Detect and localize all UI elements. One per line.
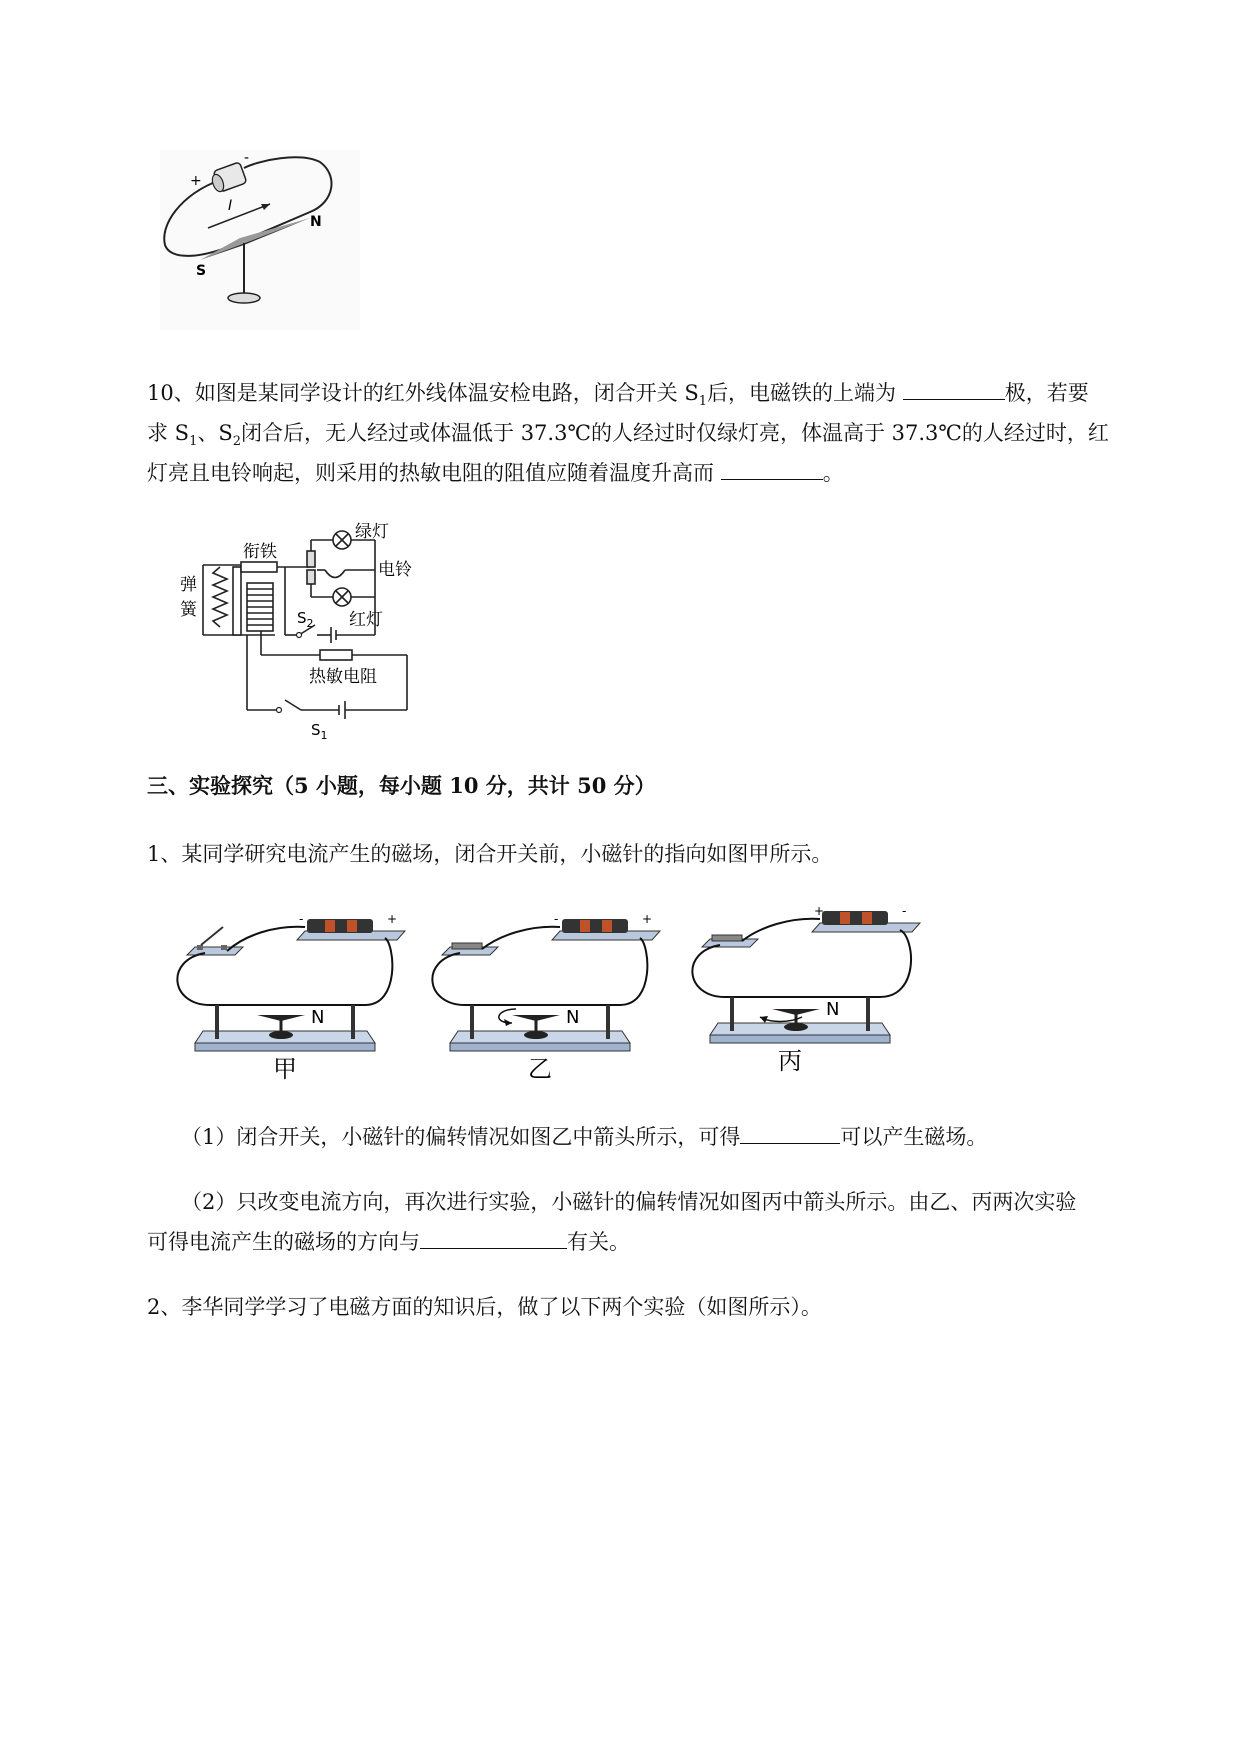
q2-intro: 2、李华同学学习了电磁方面的知识后，做了以下两个实验（如图所示）。 (147, 1295, 822, 1319)
q10-text-h: 。 (822, 461, 844, 485)
north-pole-label: N (310, 214, 322, 230)
armature-label: 衔铁 (243, 542, 277, 562)
bell-label: 电铃 (378, 560, 412, 580)
q1-answer-blank-2[interactable] (420, 1222, 567, 1249)
q1-intro: 1、某同学研究电流产生的磁场，闭合开关前，小磁针的指向如图甲所示。 (147, 842, 833, 866)
q10-text-c: 极，若要 (1004, 381, 1089, 405)
q10-sub-s1b: 1 (189, 434, 198, 450)
s1-label (311, 721, 328, 740)
base-board (710, 997, 890, 1043)
q10-text-d: 求 S (147, 421, 190, 445)
q10-line-3 (147, 453, 844, 493)
spring-label-2: 簧 (180, 600, 197, 620)
q1-sub2-line2 (147, 1222, 630, 1262)
q10-answer-blank-trend[interactable] (721, 453, 823, 480)
plus-sign: + (642, 912, 653, 926)
green-light-label: 绿灯 (355, 522, 389, 542)
s1-letter: S (311, 721, 321, 739)
minus-sign: - (554, 912, 559, 926)
q1-sub1 (181, 1117, 987, 1157)
caption-yi: 乙 (528, 1055, 552, 1083)
north-label: N (826, 999, 840, 1020)
switch-icon (187, 927, 243, 955)
s2-label (297, 609, 314, 630)
base-board (450, 1005, 630, 1051)
experiment-panel-bing (690, 897, 935, 1077)
red-light-label: 红灯 (349, 610, 383, 630)
q1-sub2-line1: （2）只改变电流方向，再次进行实验，小磁针的偏转情况如图丙中箭头所示。由乙、丙两次实验 (181, 1190, 1077, 1214)
q1-sub1-text-a: （1）闭合开关，小磁针的偏转情况如图乙中箭头所示，可得 (181, 1125, 741, 1149)
q1-sub2-text-a: 可得电流产生的磁场的方向与 (147, 1230, 420, 1254)
current-label: I (228, 198, 233, 214)
caption-jia: 甲 (273, 1055, 297, 1083)
s2-subscript: 2 (306, 617, 314, 630)
experiment-panel-yi (430, 905, 670, 1085)
base-board (195, 1005, 375, 1051)
south-pole-label: S (196, 263, 207, 279)
minus-sign: - (299, 912, 304, 926)
q10-text-a: 10、如图是某同学设计的红外线体温安检电路，闭合开关 S (147, 381, 699, 405)
battery-plus-sign: + (190, 173, 202, 189)
q1-sub1-text-b: 可以产生磁场。 (840, 1125, 988, 1149)
spring-label-1: 弹 (180, 575, 197, 595)
q10-text-g: 灯亮且电铃响起，则采用的热敏电阻的阻值应随着温度升高而 (147, 461, 721, 485)
s2-letter: S (297, 609, 307, 627)
q10-sub-s1: 1 (698, 394, 708, 410)
s1-subscript: 1 (320, 729, 328, 740)
compass-wire-figure (160, 150, 360, 330)
minus-sign: - (902, 904, 907, 918)
section-3-title: 三、实验探究（5 小题，每小题 10 分，共计 50 分） (147, 773, 656, 798)
q10-text-e: 、S (197, 421, 233, 445)
experiment-panel-jia (175, 905, 415, 1085)
q10-text-f: 闭合后，无人经过或体温低于 37.3℃的人经过时仅绿灯亮，体温高于 37.3℃的人经过时，红 (241, 421, 1109, 445)
caption-bing: 丙 (778, 1047, 802, 1075)
north-label: N (566, 1007, 580, 1028)
q1-sub2-text-b: 有关。 (567, 1230, 630, 1254)
plus-sign: + (387, 912, 398, 926)
experiment-figure (175, 905, 935, 1085)
plus-sign: + (814, 904, 825, 918)
north-label: N (311, 1007, 325, 1028)
q10-text-b: 后，电磁铁的上端为 (707, 381, 903, 405)
relay-circuit-figure (175, 515, 445, 740)
thermistor-label: 热敏电阻 (309, 667, 377, 687)
q10-answer-blank-pole[interactable] (903, 373, 1005, 400)
battery-minus-sign: - (244, 150, 250, 166)
q10-sub-s2: 2 (232, 434, 242, 450)
q1-answer-blank-1[interactable] (740, 1117, 840, 1144)
